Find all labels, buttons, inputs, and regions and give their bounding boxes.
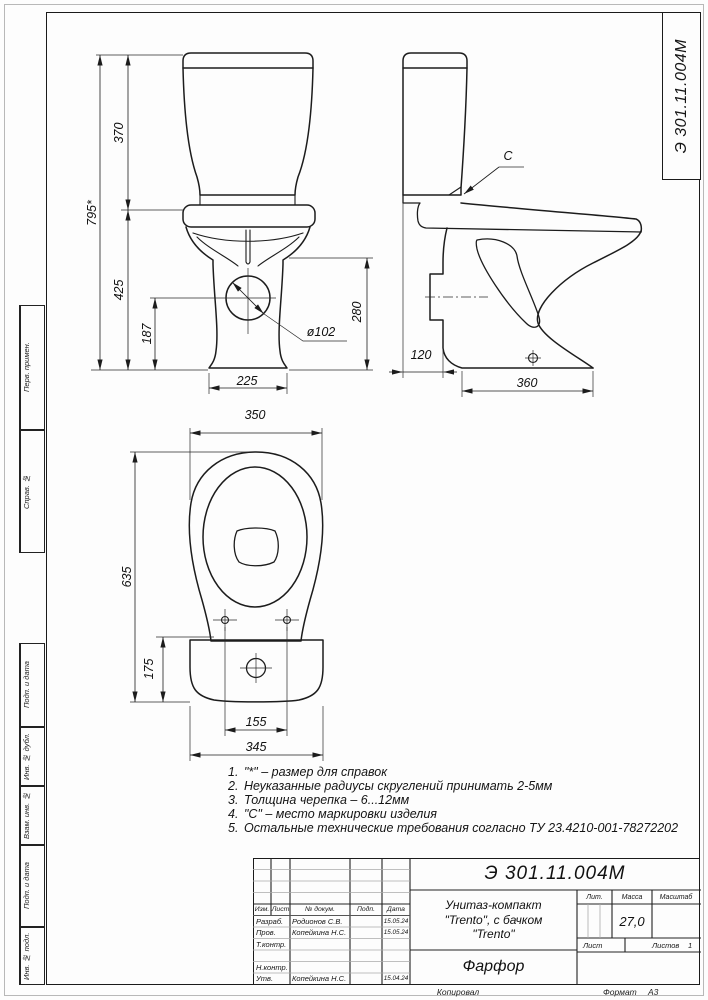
- tb-date: 15.04.24: [383, 975, 409, 983]
- part-title-line1: Унитаз-компакт: [445, 898, 542, 913]
- dimension-lines: [100, 55, 593, 755]
- dim-base-width: 225: [236, 374, 258, 388]
- dim-base-depth: 360: [516, 376, 538, 390]
- margin-label: Взам. инв. №: [20, 787, 32, 844]
- tb-header-docum: № докум.: [305, 906, 335, 914]
- technical-notes: [228, 765, 698, 835]
- tb-scale-label: Масштаб: [659, 893, 693, 901]
- dim-bowl-width: 350: [244, 408, 266, 422]
- tb-sheets-label: Листов: [652, 940, 680, 950]
- margin-label: Инв. № дубл.: [20, 728, 32, 785]
- tb-sheets-count: 1: [688, 940, 693, 950]
- tb-header-data: Дата: [387, 906, 405, 914]
- tb-role: Разраб.: [256, 916, 284, 926]
- dim-bolt-spacing: 155: [245, 715, 267, 729]
- tb-name: Копейкина Н.С.: [292, 974, 347, 984]
- format-value: А3: [648, 987, 659, 997]
- note-5: [228, 821, 698, 835]
- note-3: [228, 793, 698, 807]
- tb-name: Родионов С.В.: [292, 916, 343, 926]
- side-view: [403, 53, 641, 368]
- tb-sheet-label: Лист: [583, 940, 603, 950]
- tb-header-list: Лист: [271, 906, 290, 914]
- part-title: [412, 892, 575, 948]
- dim-wall-offset: 120: [410, 348, 432, 362]
- tb-role: Н.контр.: [256, 962, 288, 972]
- dim-bowl-height: 425: [112, 279, 126, 301]
- dim-overall-height: 795*: [85, 200, 99, 226]
- tb-name: Копейкина Н.С.: [292, 928, 347, 938]
- tb-mass-label: Масса: [621, 893, 643, 901]
- tb-header-izm: Изм.: [254, 906, 270, 914]
- extension-lines: [91, 55, 593, 761]
- note-number: 4.: [228, 807, 239, 821]
- dim-overall-length: 635: [120, 566, 134, 588]
- margin-label: Инв. № подл.: [20, 928, 32, 984]
- note-text: Неуказанные радиусы скруглений принимать 2-5мм: [244, 779, 553, 793]
- copied-label: Копировал: [436, 987, 480, 997]
- front-view: [183, 53, 315, 368]
- note-text: Остальные технические требования согласно ТУ 23.4210-001-78272202: [244, 821, 679, 835]
- tb-role: Т.контр.: [256, 939, 287, 949]
- mark-c-label: C: [503, 149, 513, 163]
- dim-tank-width: 345: [245, 740, 267, 754]
- doc-number: Э 301.11.004М: [484, 863, 626, 884]
- tb-mass-value: 27,0: [619, 913, 645, 929]
- dim-tank-depth: 175: [142, 658, 156, 680]
- tb-role: Пров.: [256, 928, 276, 938]
- dim-tank-height: 370: [112, 122, 126, 144]
- margin-label: Подп. и дата: [20, 644, 32, 726]
- tb-header-podp: Подп.: [356, 906, 376, 914]
- doc-number-vertical: Э 301.11.004М: [672, 38, 690, 154]
- tb-date: 15.05.24: [383, 929, 409, 937]
- margin-label: Справ. №: [20, 431, 32, 552]
- note-text: Толщина черепка – 6...12мм: [244, 793, 410, 807]
- dim-outlet-height: 187: [140, 323, 154, 345]
- note-text: "*" – размер для справок: [244, 765, 388, 779]
- note-1: [228, 765, 698, 779]
- note-2: [228, 779, 698, 793]
- tb-lit-label: Лит.: [586, 893, 603, 901]
- margin-label: Перв. примен.: [20, 306, 32, 429]
- note-number: 1.: [228, 765, 239, 779]
- tb-date: 15.05.24: [383, 917, 409, 925]
- note-number: 5.: [228, 821, 239, 835]
- dim-outlet-diameter: ø102: [306, 325, 336, 339]
- note-text: "С" – место маркировки изделия: [244, 807, 437, 821]
- margin-label: Подп. и дата: [20, 846, 32, 926]
- tb-role: Утв.: [256, 974, 274, 984]
- material: Фарфор: [462, 958, 525, 975]
- part-title-line2: "Trento", с бачком: [444, 912, 543, 927]
- format-label: Формат: [603, 987, 637, 997]
- note-number: 3.: [228, 793, 239, 807]
- note-number: 2.: [228, 779, 239, 793]
- note-4: [228, 807, 698, 821]
- dim-shelf-height: 280: [350, 301, 364, 323]
- part-title-line3: "Trento": [472, 927, 515, 942]
